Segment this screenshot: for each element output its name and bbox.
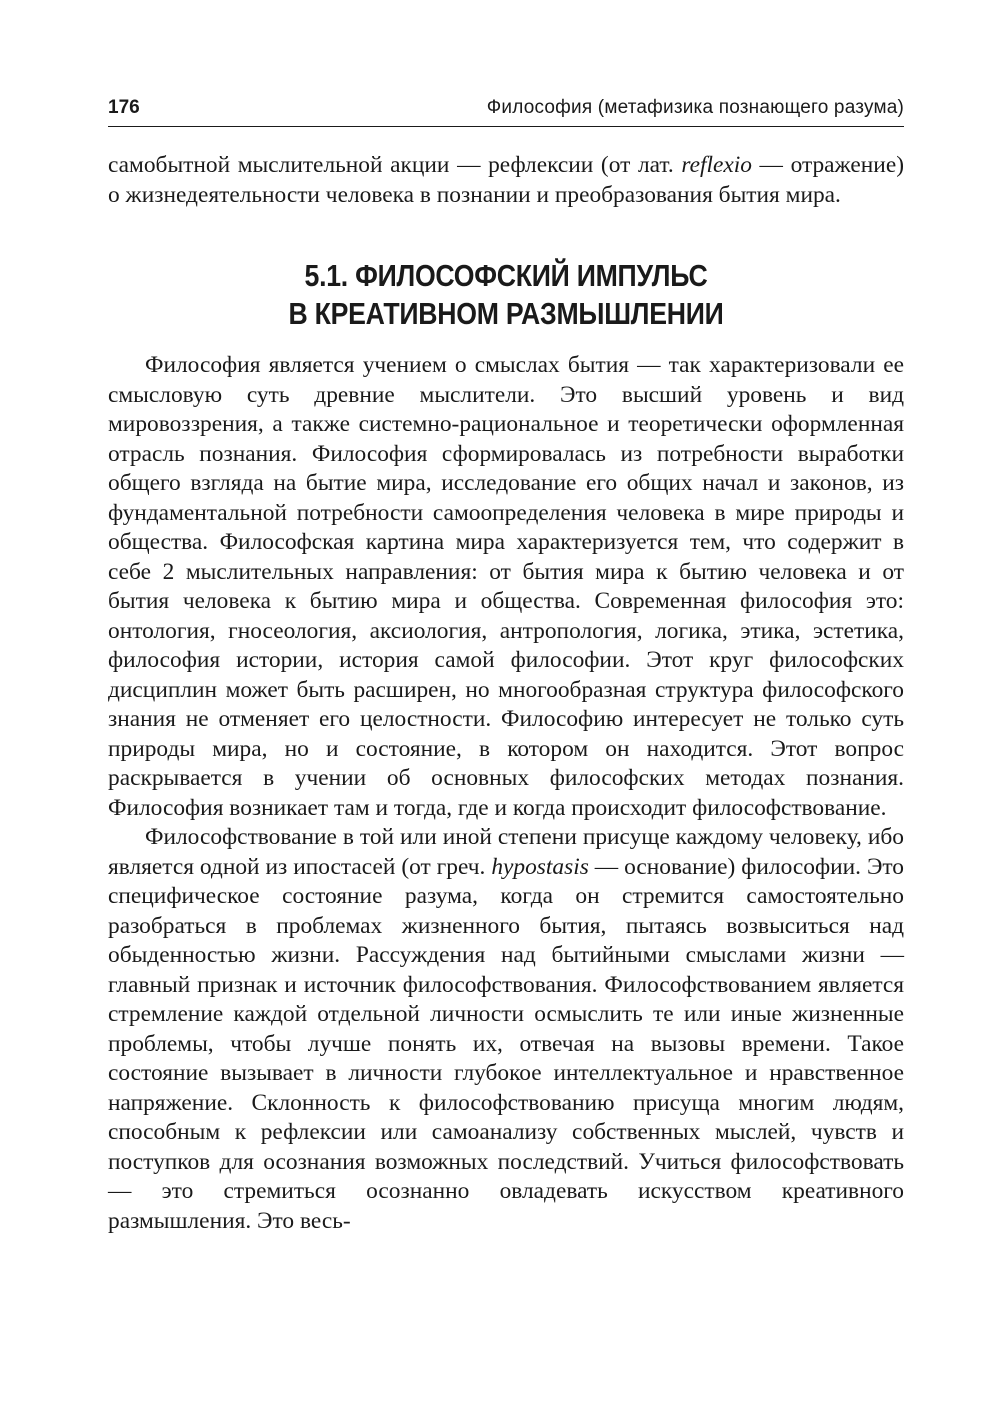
intro-paragraph [108, 151, 904, 210]
page-number: 176 [108, 97, 140, 118]
greek-term: hypostasis [491, 853, 589, 880]
running-title: Философия (метафизика познающего разума) [486, 97, 904, 118]
section-heading [164, 257, 849, 333]
running-head [108, 96, 904, 127]
body-paragraph-2 [108, 823, 904, 1236]
section-title-line-1: 5.1. ФИЛОСОФСКИЙ ИМПУЛЬС [304, 258, 708, 293]
body-paragraph-1: Философия является учением о смыслах бытия — так характеризовали ее смысловую суть древние мыслители. Это высший уровень и вид мировоззрения, а также системно-рациональное и теоретически оформленная отрасль познания. Философия сформировалась из потребности выработки общего взгляда на бытие мира, исследование его общих начал и законов, из фундаментальной потребности самоопределения человека в мире природы и общества. Философская картина мира характеризуется тем, что содержит в себе 2 мыслительных направления: от бытия мира к бытию человека и от бытия человека к бытию мира и общества. Современная философия это: онтология, гносеология, аксиология, антропология, логика, этика, эстетика, философия истории, история самой философии. Этот круг философских дисциплин может быть расширен, но многообразная структура философского знания не отменяет его целостности. Философию интересует не только суть природы мира, но и состояние, в котором он находится. Этот вопрос раскрывается в учении об основных философских методах познания. Философия возникает там и тогда, где и когда происходит философствование. [108, 352, 904, 821]
section-title-line-2: В КРЕАТИВНОМ РАЗМЫШЛЕНИИ [288, 296, 724, 331]
intro-text-before: самобытной мыслительной акции — рефлексии (от лат. [108, 152, 682, 178]
latin-term: reflexio [681, 152, 752, 178]
paragraph-2-text-before: Философствование в той или иной степени присуще каждому человеку, ибо является одной из ипостасей (от греч. [108, 824, 904, 880]
book-page [108, 96, 904, 1236]
intro-text-after: — отражение) о жизнедеятельности человека в познании и преобразования бытия мира. [108, 152, 904, 208]
paragraph-2-text-after: — основание) философии. Это специфическое состояние разума, когда он стремится самостоятельно разобраться в проблемах жизненного бытия, пытаясь возвыситься над обыденностью жизни. Рассуждения над бытийными смыслами жизни — главный признак и источник философствования. Философствованием является стремление каждой отдельной личности осмыслить те или иные жизненные проблемы, чтобы лучше понять их, отвечая на вызовы времени. Такое состояние вызывает в личности глубокое интеллектуальное и нравственное напряжение. Склонность к философствованию присуща многим людям, способным к рефлексии или самоанализу собственных мыслей, чувств и поступков для осознания возможных последствий. Учиться философствовать — это стремиться осознанно овладевать искусством креативного размышления. Это весь- [108, 853, 904, 1234]
